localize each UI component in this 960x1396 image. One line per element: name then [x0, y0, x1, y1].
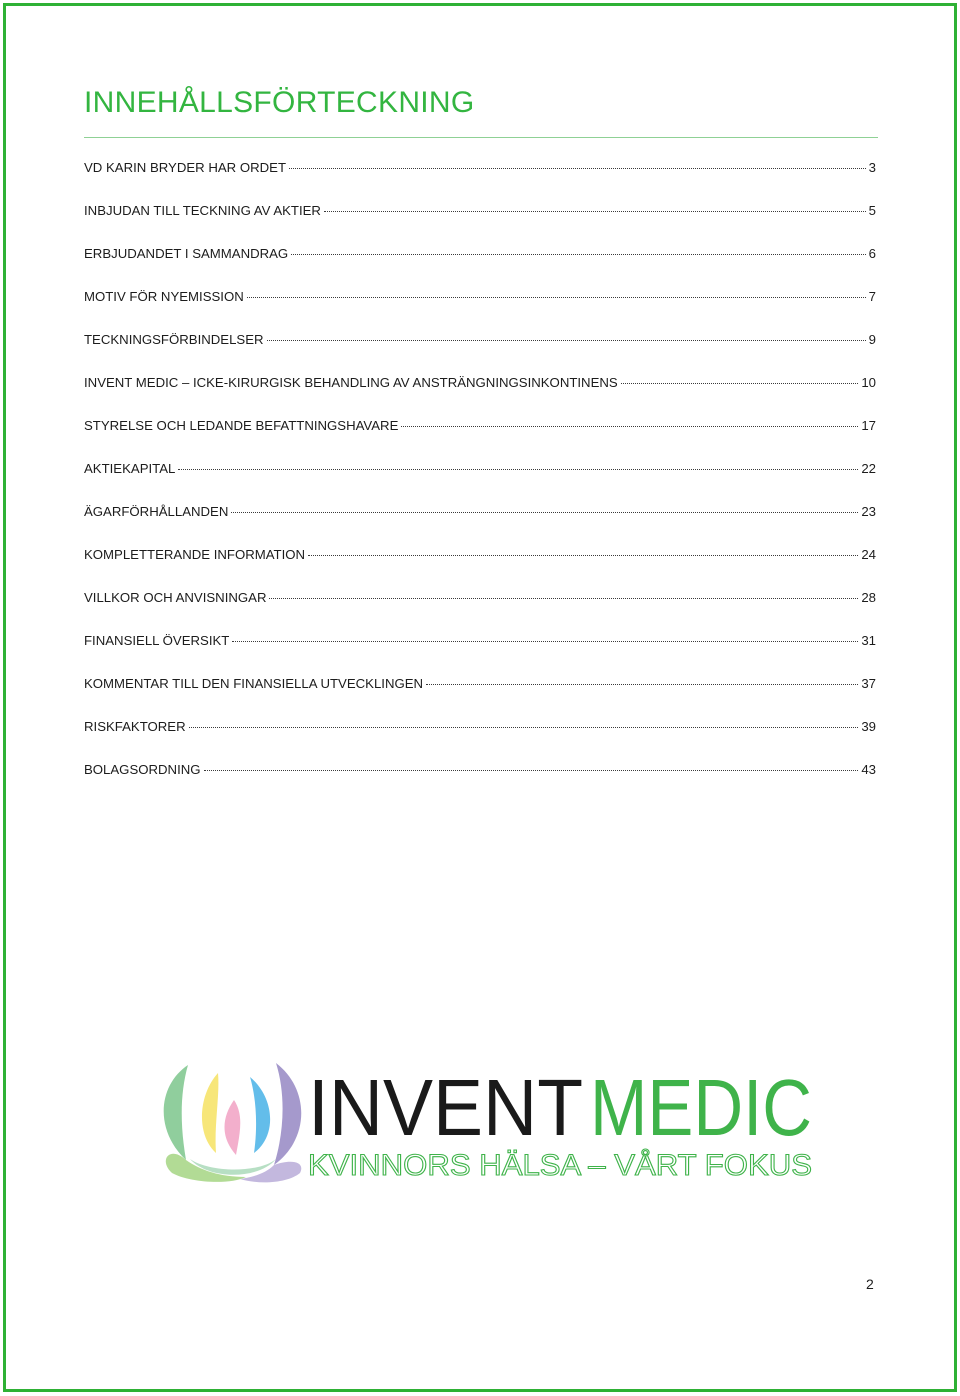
- toc-entry[interactable]: [84, 547, 876, 590]
- toc-entry[interactable]: [84, 375, 876, 418]
- toc-entry-page: 22: [861, 461, 876, 476]
- toc-leader-dots: [324, 211, 866, 212]
- toc-entry[interactable]: [84, 246, 876, 289]
- logo-name-part2: MEDIC: [590, 1063, 812, 1152]
- toc-entry[interactable]: [84, 590, 876, 633]
- toc-entry[interactable]: [84, 418, 876, 461]
- title-rule: [84, 137, 878, 138]
- toc-entry[interactable]: [84, 160, 876, 203]
- toc-entry-label: STYRELSE OCH LEDANDE BEFATTNINGSHAVARE: [84, 418, 399, 433]
- toc-entry-label: KOMPLETTERANDE INFORMATION: [84, 547, 306, 562]
- toc-entry-label: INVENT MEDIC – ICKE-KIRURGISK BEHANDLING AV ANSTRÄNGNINGSINKONTINENS: [84, 375, 618, 390]
- toc-entry-label: BOLAGSORDNING: [84, 762, 201, 777]
- toc-title: INNEHÅLLSFÖRTECKNING: [84, 86, 475, 119]
- toc-entry-page: 9: [868, 332, 876, 347]
- toc-leader-dots: [204, 770, 859, 771]
- toc-entry-label: ERBJUDANDET I SAMMANDRAG: [84, 246, 289, 261]
- toc-entry-label: VILLKOR OCH ANVISNINGAR: [84, 590, 267, 605]
- toc-entry-label: ÄGARFÖRHÅLLANDEN: [84, 504, 229, 519]
- toc-entry-page: 5: [868, 203, 876, 218]
- toc-entry-page: 17: [861, 418, 876, 433]
- toc-entry[interactable]: [84, 203, 876, 246]
- logo-name-part1: INVENT: [308, 1063, 583, 1152]
- toc-leader-dots: [189, 727, 859, 728]
- toc-entry[interactable]: [84, 289, 876, 332]
- toc-list: [84, 160, 876, 805]
- toc-leader-dots: [232, 641, 858, 642]
- toc-entry-label: TECKNINGSFÖRBINDELSER: [84, 332, 264, 347]
- toc-entry-page: 3: [868, 160, 876, 175]
- toc-entry-label: AKTIEKAPITAL: [84, 461, 176, 476]
- toc-leader-dots: [426, 684, 858, 685]
- toc-leader-dots: [178, 469, 858, 470]
- invent-medic-logo: [150, 1055, 815, 1190]
- toc-leader-dots: [267, 340, 866, 341]
- toc-entry-label: RISKFAKTORER: [84, 719, 186, 734]
- logo-tagline: KVINNORS HÄLSA – VÅRT FOKUS: [308, 1149, 812, 1182]
- toc-leader-dots: [269, 598, 858, 599]
- toc-entry-page: 39: [861, 719, 876, 734]
- toc-entry[interactable]: [84, 461, 876, 504]
- toc-entry[interactable]: [84, 633, 876, 676]
- toc-entry[interactable]: [84, 676, 876, 719]
- toc-entry-label: INBJUDAN TILL TECKNING AV AKTIER: [84, 203, 321, 218]
- toc-entry-page: 28: [861, 590, 876, 605]
- toc-entry[interactable]: [84, 719, 876, 762]
- toc-entry-page: 10: [861, 375, 876, 390]
- toc-entry-page: 23: [861, 504, 876, 519]
- toc-entry-label: VD KARIN BRYDER HAR ORDET: [84, 160, 286, 175]
- toc-entry[interactable]: [84, 332, 876, 375]
- page-number: 2: [866, 1276, 874, 1292]
- toc-leader-dots: [231, 512, 858, 513]
- toc-entry-page: 6: [868, 246, 876, 261]
- toc-entry-page: 37: [861, 676, 876, 691]
- toc-leader-dots: [621, 383, 859, 384]
- lotus-emblem-icon: [164, 1063, 302, 1182]
- toc-entry-page: 31: [861, 633, 876, 648]
- toc-entry-page: 7: [868, 289, 876, 304]
- toc-entry-page: 43: [861, 762, 876, 777]
- toc-leader-dots: [289, 168, 866, 169]
- toc-leader-dots: [401, 426, 858, 427]
- toc-entry[interactable]: [84, 504, 876, 547]
- toc-entry[interactable]: [84, 762, 876, 805]
- toc-leader-dots: [291, 254, 865, 255]
- toc-leader-dots: [308, 555, 858, 556]
- toc-entry-label: MOTIV FÖR NYEMISSION: [84, 289, 244, 304]
- toc-entry-page: 24: [861, 547, 876, 562]
- toc-entry-label: KOMMENTAR TILL DEN FINANSIELLA UTVECKLINGEN: [84, 676, 424, 691]
- toc-leader-dots: [247, 297, 866, 298]
- toc-entry-label: FINANSIELL ÖVERSIKT: [84, 633, 230, 648]
